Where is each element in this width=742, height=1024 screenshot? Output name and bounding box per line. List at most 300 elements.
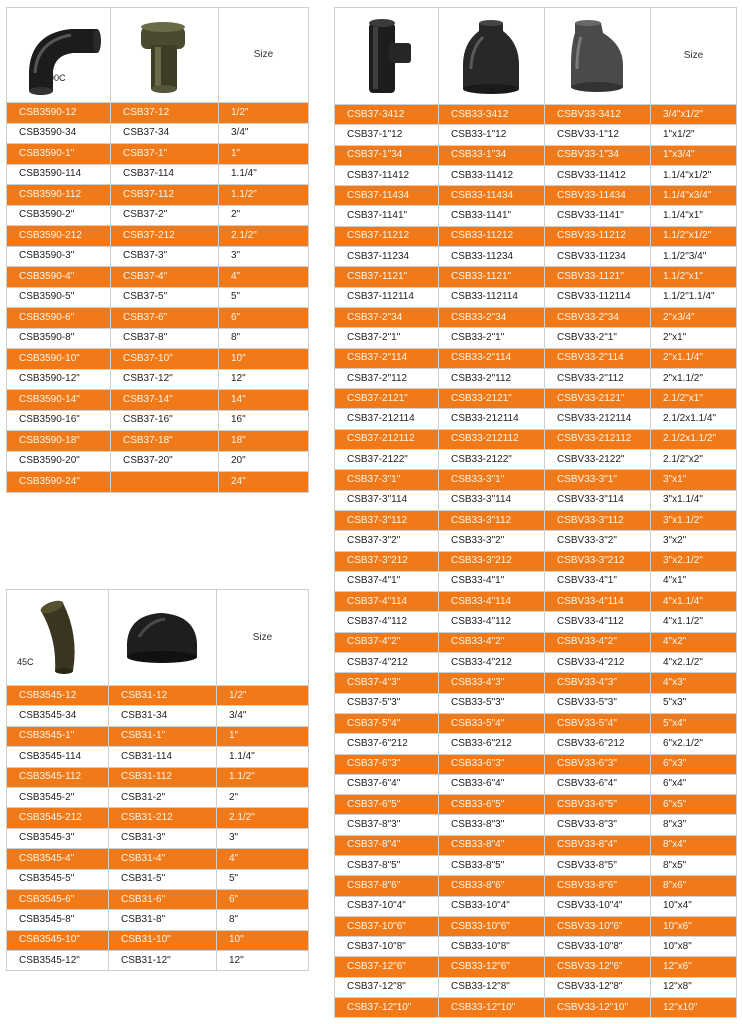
table-row [335, 612, 737, 632]
eccentric-reducer-code-cell: CSBV33-3"1" [545, 470, 651, 490]
cap-code-cell: CSB31-10" [109, 930, 217, 950]
elbow-90-code-cell: CSB3590-8" [7, 328, 111, 349]
table-row [7, 951, 309, 971]
table-row [335, 693, 737, 713]
reducing-tee-code-cell: CSB37-10"4" [335, 896, 439, 916]
eccentric-reducer-code-cell: CSBV33-3"114 [545, 490, 651, 510]
table-row [335, 835, 737, 855]
concentric-reducer-code-cell: CSB33-11434 [439, 186, 545, 206]
size-cell: 8"x6" [651, 876, 737, 896]
concentric-reducer-code-cell: CSB33-11234 [439, 247, 545, 267]
size-cell: 20" [219, 451, 309, 472]
reducing-tee-code-cell: CSB37-10"6" [335, 916, 439, 936]
elbow-45-image-cell [7, 590, 109, 686]
tee-code-cell: CSB37-3" [111, 246, 219, 267]
reducing-tee-code-cell: CSB37-2"34 [335, 307, 439, 327]
size-cell: 3/4" [219, 123, 309, 144]
reducing-tee-code-cell: CSB37-4"1" [335, 571, 439, 591]
tee-code-cell: CSB37-34 [111, 123, 219, 144]
reducing-tee-code-cell: CSB37-4"212 [335, 653, 439, 673]
elbow-90-code-cell: CSB3590-2" [7, 205, 111, 226]
eccentric-reducer-code-cell: CSBV33-12"10" [545, 998, 651, 1018]
tee-code-cell: CSB37-12 [111, 103, 219, 124]
tee-code-cell: CSB37-114 [111, 164, 219, 185]
eccentric-reducer-code-cell: CSBV33-11434 [545, 186, 651, 206]
reducing-tee-code-cell: CSB37-11234 [335, 247, 439, 267]
size-cell: 3"x2.1/2" [651, 551, 737, 571]
reducing-tee-code-cell: CSB37-2"1" [335, 328, 439, 348]
size-cell: 8"x4" [651, 835, 737, 855]
eccentric-reducer-icon [545, 9, 649, 104]
size-cell: 1.1/4"x1/2" [651, 165, 737, 185]
concentric-reducer-code-cell: CSB33-6"4" [439, 774, 545, 794]
concentric-reducer-code-cell: CSB33-6"212 [439, 734, 545, 754]
table-row [7, 103, 309, 124]
size-cell: 5"x3" [651, 693, 737, 713]
size-cell: 2.1/2x1.1/4" [651, 409, 737, 429]
reducing-tee-code-cell: CSB37-3"212 [335, 551, 439, 571]
table-row [335, 977, 737, 997]
concentric-reducer-code-cell: CSB33-10"8" [439, 937, 545, 957]
elbow-45-code-cell: CSB3545-34 [7, 706, 109, 726]
table-row [7, 910, 309, 930]
concentric-reducer-code-cell: CSB33-1"34 [439, 145, 545, 165]
concentric-reducer-code-cell: CSB33-112114 [439, 287, 545, 307]
elbow-45-cap-table-body [7, 590, 309, 971]
table-row [335, 247, 737, 267]
elbow-45-code-cell: CSB3545-212 [7, 808, 109, 828]
eccentric-reducer-code-cell: CSBV33-3412 [545, 105, 651, 125]
concentric-reducer-code-cell: CSB33-11412 [439, 165, 545, 185]
size-cell: 2.1/2"x1" [651, 389, 737, 409]
table-row [7, 164, 309, 185]
concentric-reducer-code-cell: CSB33-2"1" [439, 328, 545, 348]
concentric-reducer-code-cell: CSB33-10"6" [439, 916, 545, 936]
table-row [335, 267, 737, 287]
reducing-tee-code-cell: CSB37-112114 [335, 287, 439, 307]
table-row [335, 105, 737, 125]
table-row [7, 747, 309, 767]
cap-code-cell: CSB31-1" [109, 726, 217, 746]
concentric-reducer-code-cell: CSB33-2122" [439, 450, 545, 470]
eccentric-reducer-code-cell: CSBV33-4"3" [545, 673, 651, 693]
size-cell: 1.1/4"x3/4" [651, 186, 737, 206]
reducing-tee-code-cell: CSB37-212114 [335, 409, 439, 429]
table-row [7, 889, 309, 909]
table-row [335, 368, 737, 388]
concentric-reducer-code-cell: CSB33-1121" [439, 267, 545, 287]
size-cell: 5" [219, 287, 309, 308]
table-row [7, 390, 309, 411]
eccentric-reducer-code-cell: CSBV33-12"8" [545, 977, 651, 997]
eccentric-reducer-code-cell: CSBV33-10"6" [545, 916, 651, 936]
eccentric-reducer-code-cell: CSBV33-3"2" [545, 531, 651, 551]
eccentric-reducer-code-cell: CSBV33-8"6" [545, 876, 651, 896]
size-cell: 12"x8" [651, 977, 737, 997]
concentric-reducer-code-cell: CSB33-2"114 [439, 348, 545, 368]
eccentric-reducer-code-cell: CSBV33-1121" [545, 267, 651, 287]
size-cell: 24" [219, 472, 309, 493]
tee-code-cell: CSB37-8" [111, 328, 219, 349]
table-row [7, 787, 309, 807]
cap-code-cell: CSB31-4" [109, 849, 217, 869]
eccentric-reducer-code-cell: CSBV33-1"12 [545, 125, 651, 145]
size-cell: 1.1/4" [219, 164, 309, 185]
size-cell: 2"x1.1/4" [651, 348, 737, 368]
elbow-90-code-cell: CSB3590-4" [7, 267, 111, 288]
elbow-45-code-cell: CSB3545-4" [7, 849, 109, 869]
size-cell: 2"x1.1/2" [651, 368, 737, 388]
size-cell: 4"x1.1/4" [651, 592, 737, 612]
elbow-90-code-cell: CSB3590-14" [7, 390, 111, 411]
concentric-reducer-image-cell [439, 8, 545, 105]
cap-code-cell: CSB31-114 [109, 747, 217, 767]
tee-code-cell [111, 472, 219, 493]
concentric-reducer-code-cell: CSB33-12"6" [439, 957, 545, 977]
size-cell: 16" [219, 410, 309, 431]
elbow-45-code-cell: CSB3545-12 [7, 686, 109, 706]
tee-code-cell: CSB37-10" [111, 349, 219, 370]
table-row [335, 998, 737, 1018]
size-cell: 14" [219, 390, 309, 411]
size-cell: 2.1/2" [217, 808, 309, 828]
table-row [335, 510, 737, 530]
concentric-reducer-code-cell: CSB33-4"112 [439, 612, 545, 632]
concentric-reducer-code-cell: CSB33-6"3" [439, 754, 545, 774]
table-header-row [7, 590, 309, 686]
reducing-tee-code-cell: CSB37-4"114 [335, 592, 439, 612]
table-row [7, 205, 309, 226]
size-cell: 3"x1" [651, 470, 737, 490]
tee-code-cell: CSB37-212 [111, 226, 219, 247]
reducing-tee-code-cell: CSB37-8"4" [335, 835, 439, 855]
eccentric-reducer-code-cell: CSBV33-2"112 [545, 368, 651, 388]
size-cell: 2" [217, 787, 309, 807]
eccentric-reducer-code-cell: CSBV33-12"6" [545, 957, 651, 977]
table-row [335, 206, 737, 226]
concentric-reducer-code-cell: CSB33-212114 [439, 409, 545, 429]
elbow-45-code-cell: CSB3545-112 [7, 767, 109, 787]
table-row [7, 706, 309, 726]
reducing-tee-code-cell: CSB37-212112 [335, 429, 439, 449]
size-cell: 1/2" [219, 103, 309, 124]
concentric-reducer-code-cell: CSB33-6"5" [439, 795, 545, 815]
reducing-tee-code-cell: CSB37-6"5" [335, 795, 439, 815]
size-cell: 1.1/2" [217, 767, 309, 787]
table-row [335, 653, 737, 673]
reducing-tee-icon [335, 9, 437, 104]
table-row [7, 869, 309, 889]
table-row [7, 930, 309, 950]
equal-tee-icon [111, 9, 217, 102]
tee-code-cell: CSB37-20" [111, 451, 219, 472]
size-cell: 2"x3/4" [651, 307, 737, 327]
cap-code-cell: CSB31-34 [109, 706, 217, 726]
size-header: Size [219, 8, 309, 103]
table-row [7, 308, 309, 329]
eccentric-reducer-code-cell: CSBV33-212112 [545, 429, 651, 449]
table-row [335, 287, 737, 307]
table-row [7, 726, 309, 746]
table-row [335, 490, 737, 510]
elbow-90-code-cell: CSB3590-5" [7, 287, 111, 308]
elbow-90-tee-table [6, 7, 309, 493]
eccentric-reducer-code-cell: CSBV33-4"112 [545, 612, 651, 632]
concentric-reducer-code-cell: CSB33-1141" [439, 206, 545, 226]
concentric-reducer-code-cell: CSB33-2"112 [439, 368, 545, 388]
size-cell: 2"x1" [651, 328, 737, 348]
elbow-45-code-cell: CSB3545-10" [7, 930, 109, 950]
table-row [335, 713, 737, 733]
reducing-tee-code-cell: CSB37-8"6" [335, 876, 439, 896]
reducing-tee-code-cell: CSB37-11412 [335, 165, 439, 185]
reducing-tee-code-cell: CSB37-3"1" [335, 470, 439, 490]
elbow-90-code-cell: CSB3590-20" [7, 451, 111, 472]
size-cell: 8" [217, 910, 309, 930]
reducing-tee-code-cell: CSB37-4"2" [335, 632, 439, 652]
reducing-tee-code-cell: CSB37-11212 [335, 226, 439, 246]
table-row [7, 144, 309, 165]
elbow-90-code-cell: CSB3590-1" [7, 144, 111, 165]
size-cell: 18" [219, 431, 309, 452]
size-cell: 4" [219, 267, 309, 288]
eccentric-reducer-code-cell: CSBV33-8"3" [545, 815, 651, 835]
table-row [335, 389, 737, 409]
concentric-reducer-code-cell: CSB33-12"8" [439, 977, 545, 997]
elbow-90-icon [7, 9, 109, 102]
table-row [335, 734, 737, 754]
size-cell: 3" [219, 246, 309, 267]
eccentric-reducer-code-cell: CSBV33-10"4" [545, 896, 651, 916]
eccentric-reducer-code-cell: CSBV33-1"34 [545, 145, 651, 165]
reducing-tee-code-cell: CSB37-3412 [335, 105, 439, 125]
table-row [7, 472, 309, 493]
elbow-90-label: 90C [49, 73, 66, 83]
reducing-tee-code-cell: CSB37-1121" [335, 267, 439, 287]
tee-code-cell: CSB37-14" [111, 390, 219, 411]
elbow-45-code-cell: CSB3545-6" [7, 889, 109, 909]
elbow-45-label: 45C [17, 657, 34, 667]
size-cell: 6"x2.1/2" [651, 734, 737, 754]
reducing-tee-code-cell: CSB37-12"10" [335, 998, 439, 1018]
size-cell: 4"x2.1/2" [651, 653, 737, 673]
tee-code-cell: CSB37-5" [111, 287, 219, 308]
size-cell: 3" [217, 828, 309, 848]
elbow-90-code-cell: CSB3590-10" [7, 349, 111, 370]
concentric-reducer-code-cell: CSB33-3"212 [439, 551, 545, 571]
eccentric-reducer-code-cell: CSBV33-11412 [545, 165, 651, 185]
reducing-tee-code-cell: CSB37-3"114 [335, 490, 439, 510]
size-cell: 2.1/2"x2" [651, 450, 737, 470]
table-row [335, 876, 737, 896]
table-row [7, 349, 309, 370]
size-cell: 1.1/2"3/4" [651, 247, 737, 267]
table-row [335, 916, 737, 936]
concentric-reducer-code-cell: CSB33-4"3" [439, 673, 545, 693]
table-row [7, 369, 309, 390]
eccentric-reducer-code-cell: CSBV33-11234 [545, 247, 651, 267]
cap-code-cell: CSB31-12 [109, 686, 217, 706]
size-cell: 1" [219, 144, 309, 165]
size-cell: 12" [219, 369, 309, 390]
reducing-tee-code-cell: CSB37-5"4" [335, 713, 439, 733]
table-row [335, 774, 737, 794]
table-row [7, 808, 309, 828]
table-row [335, 754, 737, 774]
reducing-tee-code-cell: CSB37-5"3" [335, 693, 439, 713]
concentric-reducer-code-cell: CSB33-12"10" [439, 998, 545, 1018]
size-cell: 4" [217, 849, 309, 869]
table-row [7, 410, 309, 431]
reducing-tee-code-cell: CSB37-11434 [335, 186, 439, 206]
eccentric-reducer-code-cell: CSBV33-6"3" [545, 754, 651, 774]
elbow-90-code-cell: CSB3590-12 [7, 103, 111, 124]
elbow-45-code-cell: CSB3545-3" [7, 828, 109, 848]
table-row [7, 267, 309, 288]
concentric-reducer-code-cell: CSB33-2"34 [439, 307, 545, 327]
reducing-tee-code-cell: CSB37-2"112 [335, 368, 439, 388]
concentric-reducer-code-cell: CSB33-3"112 [439, 510, 545, 530]
elbow-45-code-cell: CSB3545-12" [7, 951, 109, 971]
reducing-tee-code-cell: CSB37-4"3" [335, 673, 439, 693]
table-row [335, 957, 737, 977]
eccentric-reducer-code-cell: CSBV33-112114 [545, 287, 651, 307]
tee-code-cell: CSB37-1" [111, 144, 219, 165]
size-cell: 1.1/2"x1/2" [651, 226, 737, 246]
eccentric-reducer-code-cell: CSBV33-6"4" [545, 774, 651, 794]
size-cell: 3"x1.1/4" [651, 490, 737, 510]
reducing-tee-code-cell: CSB37-12"6" [335, 957, 439, 977]
table-row [335, 795, 737, 815]
size-cell: 2.1/2x1.1/2" [651, 429, 737, 449]
reducing-tee-code-cell: CSB37-1"12 [335, 125, 439, 145]
concentric-reducer-code-cell: CSB33-4"1" [439, 571, 545, 591]
table-row [335, 307, 737, 327]
tee-code-cell: CSB37-18" [111, 431, 219, 452]
table-row [335, 429, 737, 449]
eccentric-reducer-code-cell: CSBV33-4"212 [545, 653, 651, 673]
cap-code-cell: CSB31-2" [109, 787, 217, 807]
table-row [7, 849, 309, 869]
concentric-reducer-code-cell: CSB33-3"114 [439, 490, 545, 510]
eccentric-reducer-code-cell: CSBV33-4"1" [545, 571, 651, 591]
elbow-45-cap-table [6, 589, 309, 971]
table-row [335, 815, 737, 835]
eccentric-reducer-image-cell [545, 8, 651, 105]
elbow-90-code-cell: CSB3590-24" [7, 472, 111, 493]
reducing-tee-code-cell: CSB37-1"34 [335, 145, 439, 165]
eccentric-reducer-code-cell: CSBV33-2"114 [545, 348, 651, 368]
concentric-reducer-code-cell: CSB33-10"4" [439, 896, 545, 916]
size-cell: 6"x3" [651, 754, 737, 774]
size-cell: 5" [217, 869, 309, 889]
table-row [7, 686, 309, 706]
table-row [335, 937, 737, 957]
table-row [335, 632, 737, 652]
reducer-table-body [335, 8, 737, 1018]
table-row [335, 470, 737, 490]
size-cell: 6"x4" [651, 774, 737, 794]
size-cell: 2.1/2" [219, 226, 309, 247]
elbow-90-code-cell: CSB3590-18" [7, 431, 111, 452]
eccentric-reducer-code-cell: CSBV33-11212 [545, 226, 651, 246]
eccentric-reducer-code-cell: CSBV33-2"34 [545, 307, 651, 327]
size-cell: 4"x1.1/2" [651, 612, 737, 632]
table-row [335, 186, 737, 206]
size-cell: 3"x1.1/2" [651, 510, 737, 530]
table-row [7, 226, 309, 247]
table-header-row [335, 8, 737, 105]
size-cell: 6" [219, 308, 309, 329]
reducing-tee-code-cell: CSB37-3"112 [335, 510, 439, 530]
table-row [335, 450, 737, 470]
elbow-45-code-cell: CSB3545-1" [7, 726, 109, 746]
reducing-tee-image-cell [335, 8, 439, 105]
eccentric-reducer-code-cell: CSBV33-2121" [545, 389, 651, 409]
size-cell: 8" [219, 328, 309, 349]
size-cell: 1/2" [217, 686, 309, 706]
table-row [335, 673, 737, 693]
table-row [335, 348, 737, 368]
table-row [335, 226, 737, 246]
size-cell: 4"x3" [651, 673, 737, 693]
table-row [335, 571, 737, 591]
eccentric-reducer-code-cell: CSBV33-5"4" [545, 713, 651, 733]
concentric-reducer-code-cell: CSB33-8"3" [439, 815, 545, 835]
concentric-reducer-icon [439, 9, 543, 104]
concentric-reducer-code-cell: CSB33-212112 [439, 429, 545, 449]
size-cell: 1.1/2"1.1/4" [651, 287, 737, 307]
reducing-tee-code-cell: CSB37-12"8" [335, 977, 439, 997]
eccentric-reducer-code-cell: CSBV33-4"114 [545, 592, 651, 612]
eccentric-reducer-code-cell: CSBV33-3"212 [545, 551, 651, 571]
table-row [335, 551, 737, 571]
table-row [7, 287, 309, 308]
elbow-90-code-cell: CSB3590-34 [7, 123, 111, 144]
concentric-reducer-code-cell: CSB33-8"6" [439, 876, 545, 896]
size-cell: 12" [217, 951, 309, 971]
concentric-reducer-code-cell: CSB33-11212 [439, 226, 545, 246]
reducing-tee-code-cell: CSB37-2"114 [335, 348, 439, 368]
elbow-45-code-cell: CSB3545-8" [7, 910, 109, 930]
reducing-tee-code-cell: CSB37-6"4" [335, 774, 439, 794]
concentric-reducer-code-cell: CSB33-5"4" [439, 713, 545, 733]
elbow-90-code-cell: CSB3590-114 [7, 164, 111, 185]
table-row [7, 328, 309, 349]
size-header: Size [651, 8, 737, 105]
reducing-tee-code-cell: CSB37-10"8" [335, 937, 439, 957]
concentric-reducer-code-cell: CSB33-3412 [439, 105, 545, 125]
eccentric-reducer-code-cell: CSBV33-4"2" [545, 632, 651, 652]
size-cell: 10"x8" [651, 937, 737, 957]
elbow-90-code-cell: CSB3590-6" [7, 308, 111, 329]
reducing-tee-code-cell: CSB37-1141" [335, 206, 439, 226]
size-cell: 3/4"x1/2" [651, 105, 737, 125]
table-row [7, 123, 309, 144]
cap-code-cell: CSB31-212 [109, 808, 217, 828]
concentric-reducer-code-cell: CSB33-4"2" [439, 632, 545, 652]
tee-code-cell: CSB37-112 [111, 185, 219, 206]
table-header-row [7, 8, 309, 103]
size-cell: 3/4" [217, 706, 309, 726]
size-cell: 6" [217, 889, 309, 909]
reducing-tee-code-cell: CSB37-2122" [335, 450, 439, 470]
size-cell: 4"x2" [651, 632, 737, 652]
table-row [7, 451, 309, 472]
eccentric-reducer-code-cell: CSBV33-1141" [545, 206, 651, 226]
cap-code-cell: CSB31-12" [109, 951, 217, 971]
size-cell: 1.1/4"x1" [651, 206, 737, 226]
